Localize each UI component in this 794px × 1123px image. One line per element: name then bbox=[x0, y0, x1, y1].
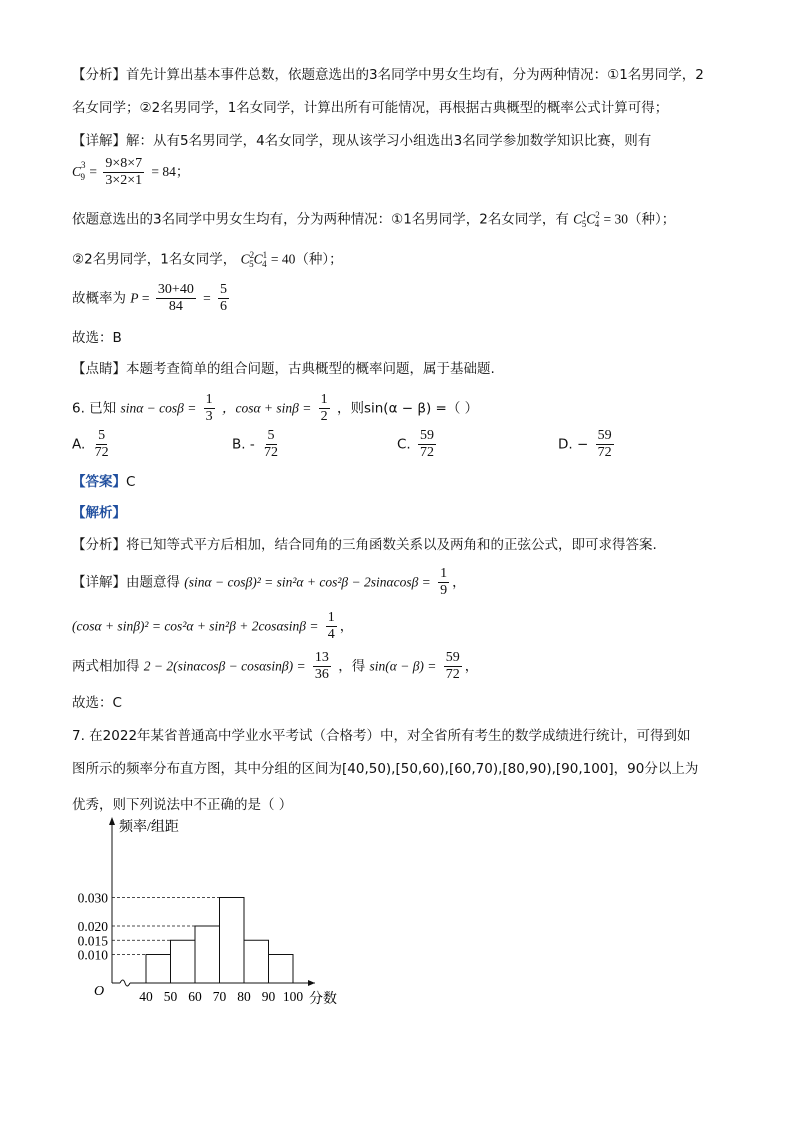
histogram-chart bbox=[66, 815, 366, 1015]
histogram-bar bbox=[269, 955, 294, 984]
y-tick-label: 0.015 bbox=[77, 933, 108, 949]
p6-answer: 【答案】C bbox=[72, 474, 136, 490]
p6-eq2: (cosα + sinβ)² = cos²α + sin²β + 2cosαsinβ = $\frac{1}{4}$ ， bbox=[72, 610, 354, 642]
p6-parse-tag: 【解析】 bbox=[72, 505, 126, 521]
p5-combination: $C^3_9$ = $\frac{9\times 8\times 7}{3\times 2\times 1}$ = 84； bbox=[72, 155, 190, 188]
p5-analysis-2: 名女同学；②2名男同学，1名女同学，计算出所有可能情况，再根据古典概型的概率公式计算可得； bbox=[72, 100, 669, 116]
p7-line-2: 图所示的频率分布直方图，其中分组的区间为[40,50),[50,60),[60,70),[80,90),[90,100]，90分以上为 bbox=[72, 761, 699, 777]
p5-comment: 【点睛】本题考查简单的组合问题，古典概型的概率问题，属于基础题. bbox=[72, 361, 495, 377]
x-axis-label: 分数 bbox=[309, 992, 337, 1007]
p6-choose: 故选：C bbox=[72, 695, 122, 711]
option-c[interactable]: C. $\frac{59}{72}$ bbox=[397, 428, 435, 460]
p6-analysis: 【分析】将已知等式平方后相加，结合同角的三角函数关系以及两角和的正弦公式，即可求得答案. bbox=[72, 537, 657, 553]
p6-eq1: 【详解】由题意得 (sinα − cosβ)² = sin²α + cos²β − 2sinαcosβ = $\frac{1}{9}$ ， bbox=[72, 566, 466, 598]
c93-fraction: $\frac{9\times 8\times 7}{3\times 2\times 1}$ bbox=[105, 155, 143, 188]
histogram-bar bbox=[146, 955, 171, 984]
p5-probability: 故概率为 P = $\frac{30+40}{84}$ = $\frac{5}{6}$ bbox=[72, 282, 228, 314]
y-tick-label: 0.010 bbox=[77, 947, 108, 963]
x-tick-label: 70 bbox=[212, 989, 227, 1004]
histogram-bar bbox=[171, 940, 196, 983]
p7-line-1: 7. 在2022年某省普通高中学业水平考试（合格考）中，对全省所有考生的数学成绩进行统计，可得到如 bbox=[72, 728, 691, 744]
y-tick-label: 0.030 bbox=[77, 890, 108, 906]
p7-line-3: 优秀，则下列说法中不正确的是（ ） bbox=[72, 797, 293, 813]
p5-case-1: 依题意选出的3名同学中男女生均有，分为两种情况：①1名男同学，2名女同学，有 $C^1_5C^2_4 = 30$（种）； bbox=[72, 210, 676, 230]
axis-break-mark bbox=[120, 980, 130, 986]
origin-label: O bbox=[94, 984, 105, 999]
option-d[interactable]: D. − $\frac{59}{72}$ bbox=[558, 428, 612, 460]
p5-choose: 故选：B bbox=[72, 330, 122, 346]
histogram-bar bbox=[220, 898, 245, 984]
p5-case-2: ②2名男同学，1名女同学， $C^2_5C^1_4 = 40$（种）； bbox=[72, 250, 343, 270]
p5-analysis: 【分析】首先计算出基本事件总数，依题意选出的3名同学中男女生均有，分为两种情况：①1名男同学，2 bbox=[72, 67, 704, 83]
y-tick-label: 0.020 bbox=[77, 919, 108, 934]
x-tick-label: 50 bbox=[163, 989, 178, 1004]
p5-detail: 【详解】解：从有5名男同学，4名女同学，现从该学习小组选出3名同学参加数学知识比赛，则有 bbox=[72, 133, 652, 149]
histogram-bar bbox=[195, 926, 220, 983]
y-axis-arrow bbox=[109, 817, 115, 825]
p6-sum: 两式相加得 2 − 2(sinαcosβ − cosαsinβ) = $\frac{13}{36}$ ，得 sin(α − β) = $\frac{59}{72}$ ， bbox=[72, 650, 479, 682]
x-tick-label: 60 bbox=[188, 989, 202, 1004]
x-axis-arrow bbox=[308, 980, 315, 986]
y-axis-label: 频率/组距 bbox=[119, 820, 179, 835]
option-a[interactable]: A. $\frac{5}{72}$ bbox=[72, 428, 109, 460]
option-b[interactable]: B. - $\frac{5}{72}$ bbox=[232, 428, 279, 460]
x-tick-label: 90 bbox=[261, 989, 276, 1004]
histogram-bar bbox=[244, 940, 269, 983]
x-tick-label: 80 bbox=[237, 989, 251, 1004]
x-tick-label: 100 bbox=[282, 989, 304, 1004]
p6-stem: 6. 已知 sinα − cosβ = $\frac{1}{3}$ ，cosα + sinβ = $\frac{1}{2}$ ，则sin(α − β) =（ ） bbox=[72, 392, 479, 424]
x-tick-label: 40 bbox=[139, 989, 153, 1004]
